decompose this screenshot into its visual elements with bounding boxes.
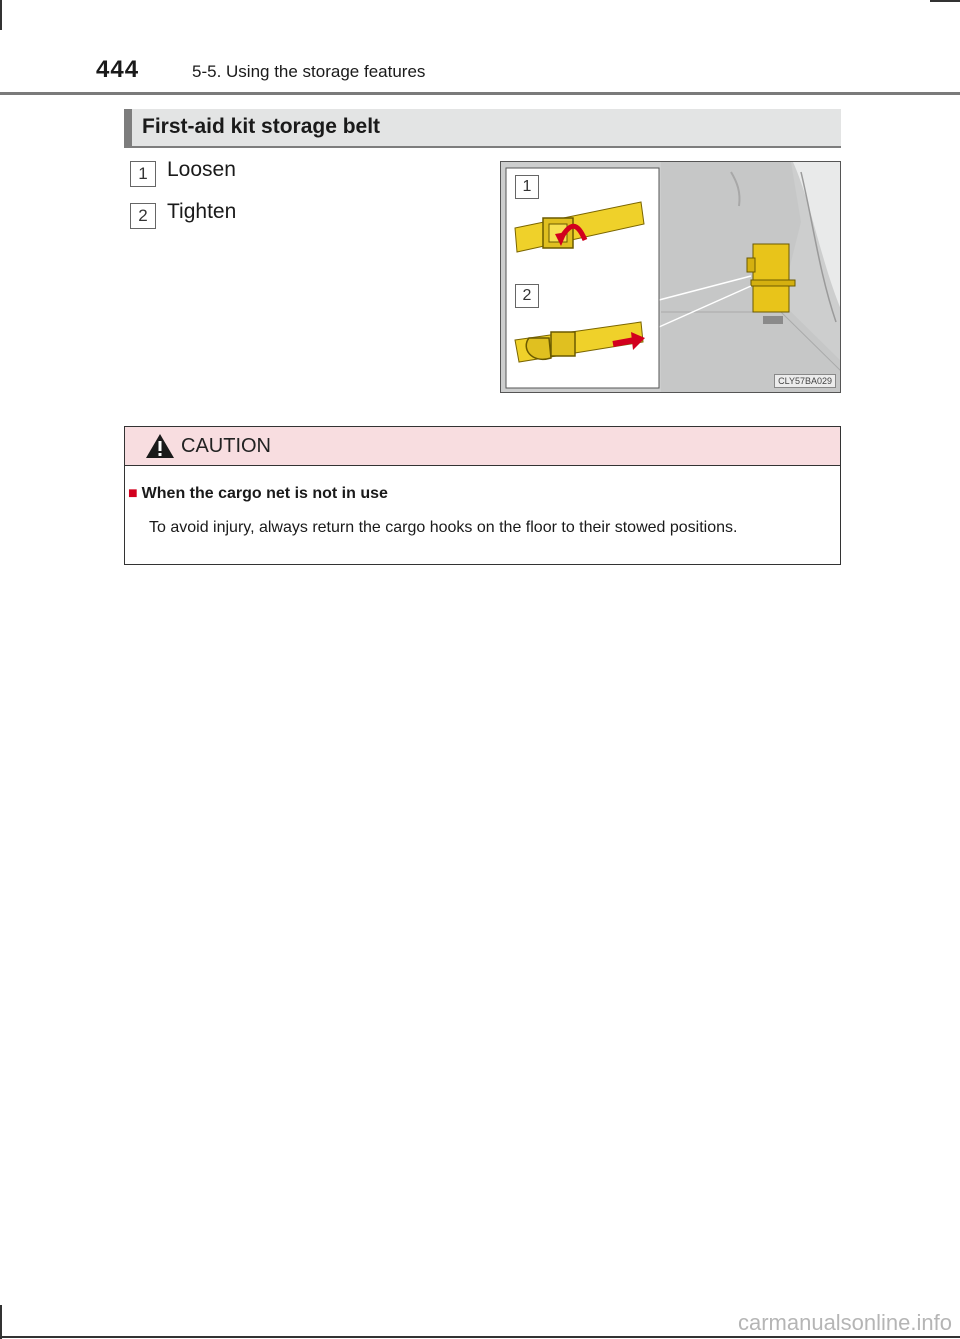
footer-rule [0, 1336, 960, 1338]
chapter-title: 5-5. Using the storage features [192, 62, 426, 81]
caution-box [124, 426, 841, 565]
storage-belt-illustration [500, 161, 841, 393]
caution-subheading: When the cargo net is not in use [141, 485, 388, 502]
section-title: First-aid kit storage belt [142, 115, 381, 138]
footer-watermark: carmanualsonline.info [737, 1310, 952, 1335]
step-number-badge: 2 [130, 203, 156, 229]
section-header [124, 109, 841, 148]
header-rule [0, 92, 960, 95]
caution-subheading-row [128, 485, 388, 503]
caution-label: CAUTION [181, 435, 271, 457]
crop-mark-top-right [930, 0, 960, 2]
warning-triangle-icon [145, 433, 175, 459]
step-label: Loosen [167, 158, 236, 181]
figure-callout-2: 2 [515, 284, 539, 308]
caution-text: To avoid injury, always return the cargo hooks on the floor to their stowed positions. [149, 519, 738, 536]
step-label: Tighten [167, 200, 237, 223]
square-bullet-icon: ■ [128, 485, 138, 502]
page-number: 444 [96, 56, 140, 83]
illustration-drawing [501, 162, 841, 393]
figure-callout-1: 1 [515, 175, 539, 199]
figure-code: CLY57BA029 [774, 374, 836, 388]
crop-mark-top-left [0, 0, 2, 30]
caution-header [125, 427, 840, 466]
step-number-badge: 1 [130, 161, 156, 187]
crop-mark-bottom-left [0, 1305, 2, 1339]
